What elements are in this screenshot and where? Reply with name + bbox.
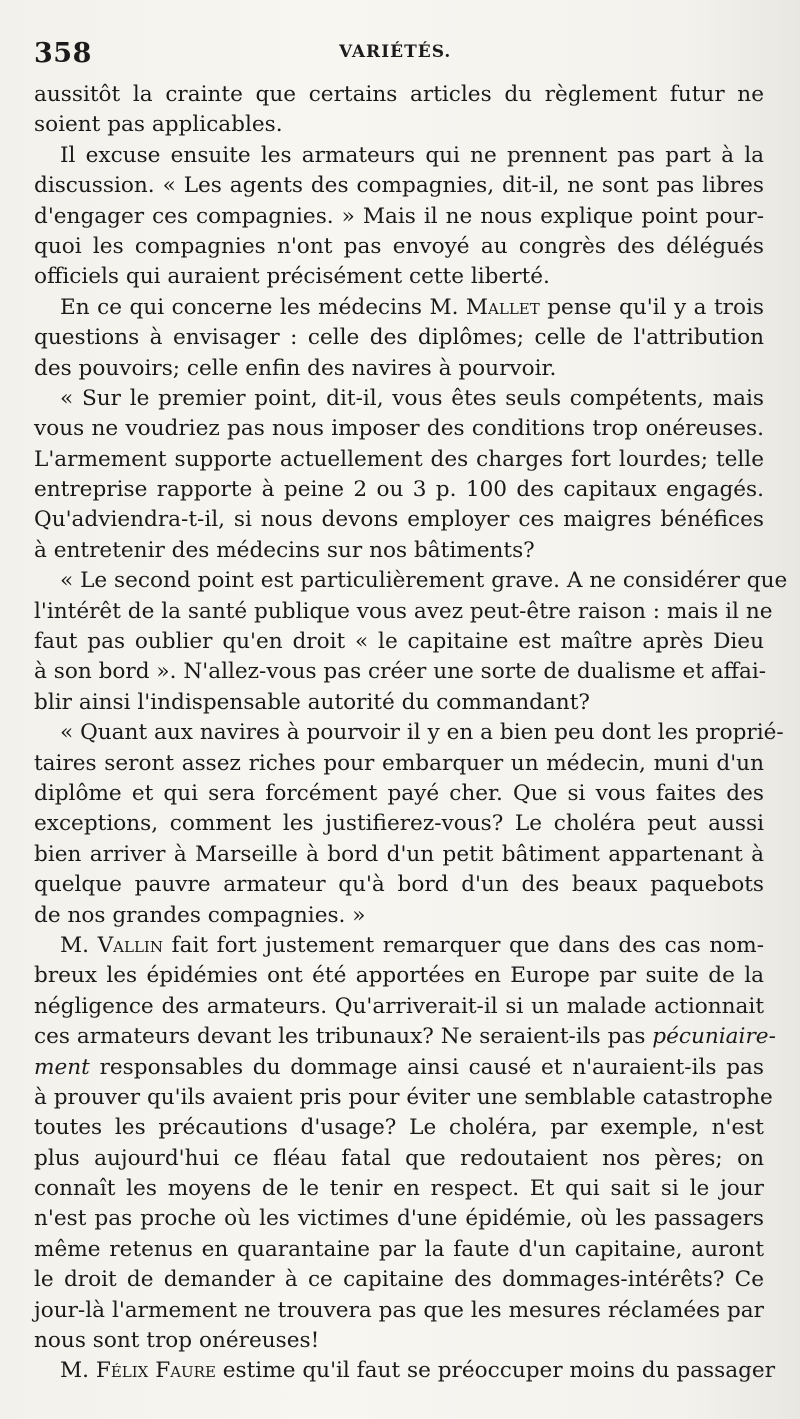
text-line: entreprise rapporte à peine 2 ou 3 p. 100 des capitaux engagés. <box>34 477 764 503</box>
text-line: ces armateurs devant les tribunaux? Ne seraient-ils pas pécuniaire- <box>34 1024 776 1050</box>
text-line: questions à envisager : celle des diplômes; celle de l'attribution <box>34 325 764 351</box>
text-line: officiels qui auraient précisément cette liberté. <box>34 264 550 290</box>
text-line: l'intérêt de la santé publique vous avez peut-être raison : mais il ne <box>34 598 773 624</box>
person-name: Mallet <box>465 294 540 320</box>
text-line: toutes les précautions d'usage? Le choléra, par exemple, n'est <box>34 1115 764 1141</box>
text-line: L'armement supporte actuellement des charges fort lourdes; telle <box>34 446 764 472</box>
text-line: quoi les compagnies n'ont pas envoyé au congrès des délégués <box>34 233 764 259</box>
text-line: aussitôt la crainte que certains articles du règlement futur ne <box>34 82 764 107</box>
text-line: faut pas oublier qu'en droit « le capitaine est maître après Dieu <box>34 629 764 655</box>
text-line: ment responsables du dommage ainsi causé et n'auraient-ils pas <box>34 1054 764 1080</box>
text-line: le droit de demander à ce capitaine des dommages-intérêts? Ce <box>34 1267 764 1293</box>
text-line: même retenus en quarantaine par la faute d'un capitaine, auront <box>34 1236 764 1262</box>
text-line: discussion. « Les agents des compagnies, dit-il, ne sont pas libres <box>34 173 764 199</box>
text-line: des pouvoirs; celle enfin des navires à pourvoir. <box>34 355 557 381</box>
text-line: Il excuse ensuite les armateurs qui ne prennent pas part à la <box>60 142 764 168</box>
text-line: vous ne voudriez pas nous imposer des conditions trop onéreuses. <box>34 416 764 442</box>
text-line: négligence des armateurs. Qu'arriverait-il si un malade actionnait <box>34 993 764 1019</box>
text-line: connaît les moyens de le tenir en respect. Et qui sait si le jour <box>34 1176 764 1202</box>
text-line: breux les épidémies ont été apportées en Europe par suite de la <box>34 963 764 989</box>
person-name: Félix Faure <box>95 1358 216 1384</box>
text-line: taires seront assez riches pour embarquer un médecin, muni d'un <box>34 750 764 776</box>
text-line: En ce qui concerne les médecins M. Mallet pense qu'il y a trois <box>60 294 764 320</box>
text-line: diplôme et qui sera forcément payé cher. Que si vous faites des <box>34 780 764 806</box>
text-line: « Quant aux navires à pourvoir il y en a bien peu dont les proprié- <box>60 720 784 746</box>
text-line: Qu'adviendra-t-il, si nous devons employer ces maigres bénéfices <box>34 507 764 533</box>
text-line: nous sont trop onéreuses! <box>34 1328 320 1354</box>
italic-word: pécuniaire- <box>652 1024 776 1050</box>
text-line: jour-là l'armement ne trouvera pas que les mesures réclamées par <box>34 1297 764 1323</box>
text-line: soient pas applicables. <box>34 112 283 138</box>
page-number: 358 <box>34 38 92 69</box>
text-line: plus aujourd'hui ce fléau fatal que redoutaient nos pères; on <box>34 1145 764 1171</box>
text-line: quelque pauvre armateur qu'à bord d'un des beaux paquebots <box>34 872 764 898</box>
text-line: « Le second point est particulièrement grave. A ne considérer que <box>60 568 788 594</box>
text-line: à prouver qu'ils avaient pris pour éviter une semblable catastrophe <box>34 1084 773 1110</box>
text-line: d'engager ces compagnies. » Mais il ne nous explique point pour- <box>34 203 764 229</box>
text-line: M. Vallin fait fort justement remarquer que dans des cas nom- <box>60 932 764 958</box>
text-line: bien arriver à Marseille à bord d'un petit bâtiment appartenant à <box>34 841 764 867</box>
text-line: « Sur le premier point, dit-il, vous êtes seuls compétents, mais <box>60 385 764 411</box>
text-line: à entretenir des médecins sur nos bâtiments? <box>34 537 535 563</box>
body-text <box>34 80 788 1387</box>
text-line: exceptions, comment les justifierez-vous? Le choléra peut aussi <box>34 811 764 837</box>
page-header <box>34 38 750 74</box>
running-head: VARIÉTÉS. <box>339 42 452 62</box>
text-line: blir ainsi l'indispensable autorité du commandant? <box>34 689 590 715</box>
text-line: M. Félix Faure estime qu'il faut se préoccuper moins du passager <box>60 1358 776 1384</box>
person-name: Vallin <box>97 932 163 958</box>
text-line: n'est pas proche où les victimes d'une épidémie, où les passagers <box>34 1206 764 1232</box>
text-line: de nos grandes compagnies. » <box>34 902 366 928</box>
text-line: à son bord ». N'allez-vous pas créer une sorte de dualisme et affai- <box>34 659 767 685</box>
italic-word: ment <box>34 1054 90 1080</box>
